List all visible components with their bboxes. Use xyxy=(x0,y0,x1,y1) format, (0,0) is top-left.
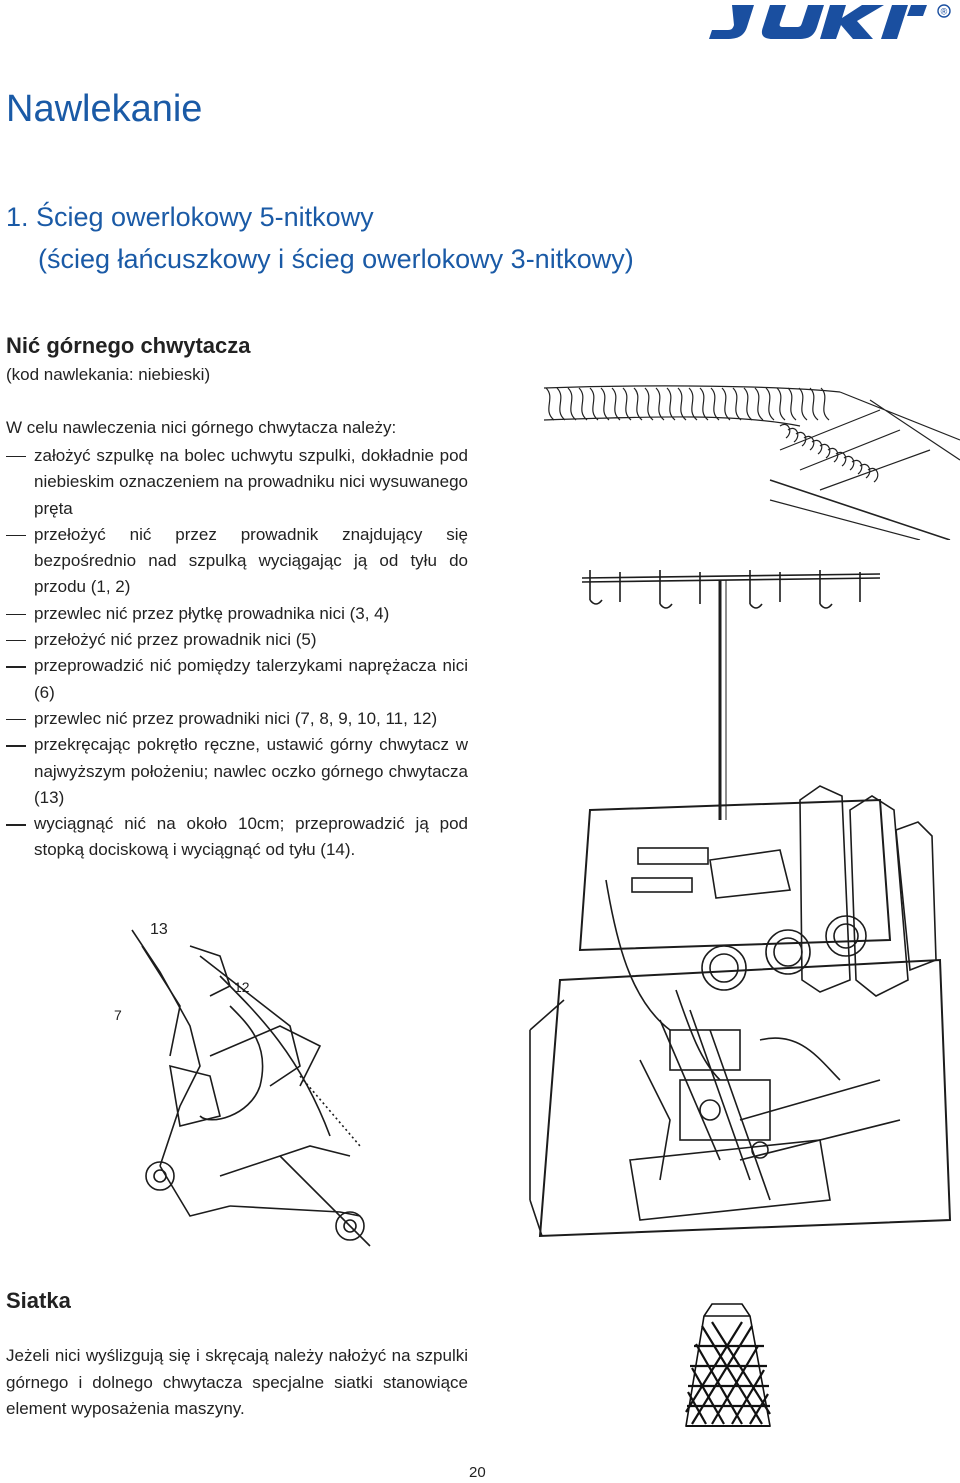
list-item xyxy=(6,627,468,653)
machine-illustration xyxy=(520,560,960,1240)
stitch-loop xyxy=(601,388,609,420)
list-item xyxy=(6,522,468,601)
stitch-loop xyxy=(645,388,653,420)
stitch-loop xyxy=(755,388,763,420)
dash-bullet xyxy=(6,614,26,615)
stitch-loop xyxy=(689,388,697,420)
step-text: wyciągnąć nić na około 10cm; przeprowadzić ją pod stopką dociskową i wyciągnąć od tyłu (14). xyxy=(34,814,468,860)
page-number: 20 xyxy=(469,1464,486,1481)
net-text: Jeżeli nici wyślizgują się i skręcają należy nałożyć na szpulki górnego i dolnego chwytacza specjalne siatki stanowiące element wyposażenia maszyny. xyxy=(6,1346,468,1418)
list-item xyxy=(6,811,468,864)
juki-logo xyxy=(706,2,954,42)
list-item xyxy=(6,732,468,811)
stitch-loop xyxy=(568,388,576,420)
list-item xyxy=(6,443,468,522)
stitch-loop xyxy=(780,424,790,438)
net-heading: Siatka xyxy=(6,1288,71,1313)
stitch-loop xyxy=(590,388,598,420)
stitch-loop xyxy=(634,388,642,420)
stitch-loop xyxy=(788,388,796,420)
dash-bullet xyxy=(6,640,26,641)
section-title xyxy=(6,196,634,280)
dash-bullet xyxy=(6,719,26,720)
dash-bullet xyxy=(6,535,26,536)
steps-list xyxy=(6,443,468,864)
stitch-loop xyxy=(557,388,565,420)
stitch-loop xyxy=(821,388,829,420)
stitch-loop xyxy=(744,388,752,420)
step-text: przewlec nić przez prowadniki nici (7, 8, 9, 10, 11, 12) xyxy=(34,708,438,728)
stitch-loop xyxy=(678,388,686,420)
stitch-loop xyxy=(546,388,554,420)
net-illustration xyxy=(672,1296,782,1446)
step-text: przekręcając pokrętło ręczne, ustawić górny chwytacz w najwyższym położeniu; nawlec oczko górnego chwytacza (13) xyxy=(34,735,468,807)
list-item xyxy=(6,653,468,706)
dash-bullet xyxy=(6,824,26,825)
subsection-heading: Nić górnego chwytacza xyxy=(6,333,251,358)
stitch-loop xyxy=(733,388,741,420)
dash-bullet xyxy=(6,456,26,457)
page-title: Nawlekanie xyxy=(6,88,203,130)
label-12: 12 xyxy=(234,979,250,995)
stitch-loop xyxy=(766,388,774,420)
label-13: 13 xyxy=(150,921,168,938)
stitch-loop xyxy=(667,388,675,420)
intro-text: W celu nawleczenia nici górnego chwytacza należy: xyxy=(6,418,397,437)
threading-detail-illustration xyxy=(100,916,400,1256)
step-text: przełożyć nić przez prowadnik nici (5) xyxy=(34,630,317,650)
step-text: założyć szpulkę na bolec uchwytu szpulki, dokładnie pod niebieskim oznaczeniem na prowadniku nici wysuwanego pręta xyxy=(34,446,468,518)
step-text: przełożyć nić przez prowadnik znajdujący się bezpośrednio nad szpulką wyciągając ją od tyłu do przodu (1, 2) xyxy=(34,524,468,597)
step-text: przewlec nić przez płytkę prowadnika nici (3, 4) xyxy=(34,603,390,623)
dash-bullet xyxy=(6,666,26,667)
registered-mark: ® xyxy=(940,6,948,17)
section-title-line1: 1. Ścieg owerlokowy 5-nitkowy xyxy=(6,202,374,232)
stitch-loop xyxy=(810,388,818,420)
stitch-loop xyxy=(711,388,719,420)
stitch-loop xyxy=(656,388,664,420)
stitch-loop xyxy=(579,388,587,420)
stitch-loop xyxy=(623,388,631,420)
stitch-loop xyxy=(799,388,807,420)
stitch-loop xyxy=(612,388,620,420)
step-text: przeprowadzić nić pomiędzy talerzykami naprężacza nici (6) xyxy=(34,656,468,702)
threading-code: (kod nawlekania: niebieski) xyxy=(6,365,211,384)
stitch-loop xyxy=(722,388,730,420)
stitch-loop xyxy=(777,388,785,420)
section-title-line2: (ścieg łańcuszkowy i ścieg owerlokowy 3-nitkowy) xyxy=(38,244,634,274)
list-item xyxy=(6,601,468,627)
label-7: 7 xyxy=(114,1007,122,1023)
list-item xyxy=(6,706,468,732)
stitch-loop xyxy=(700,388,708,420)
stitch-illustration xyxy=(540,380,960,540)
dash-bullet xyxy=(6,745,26,746)
